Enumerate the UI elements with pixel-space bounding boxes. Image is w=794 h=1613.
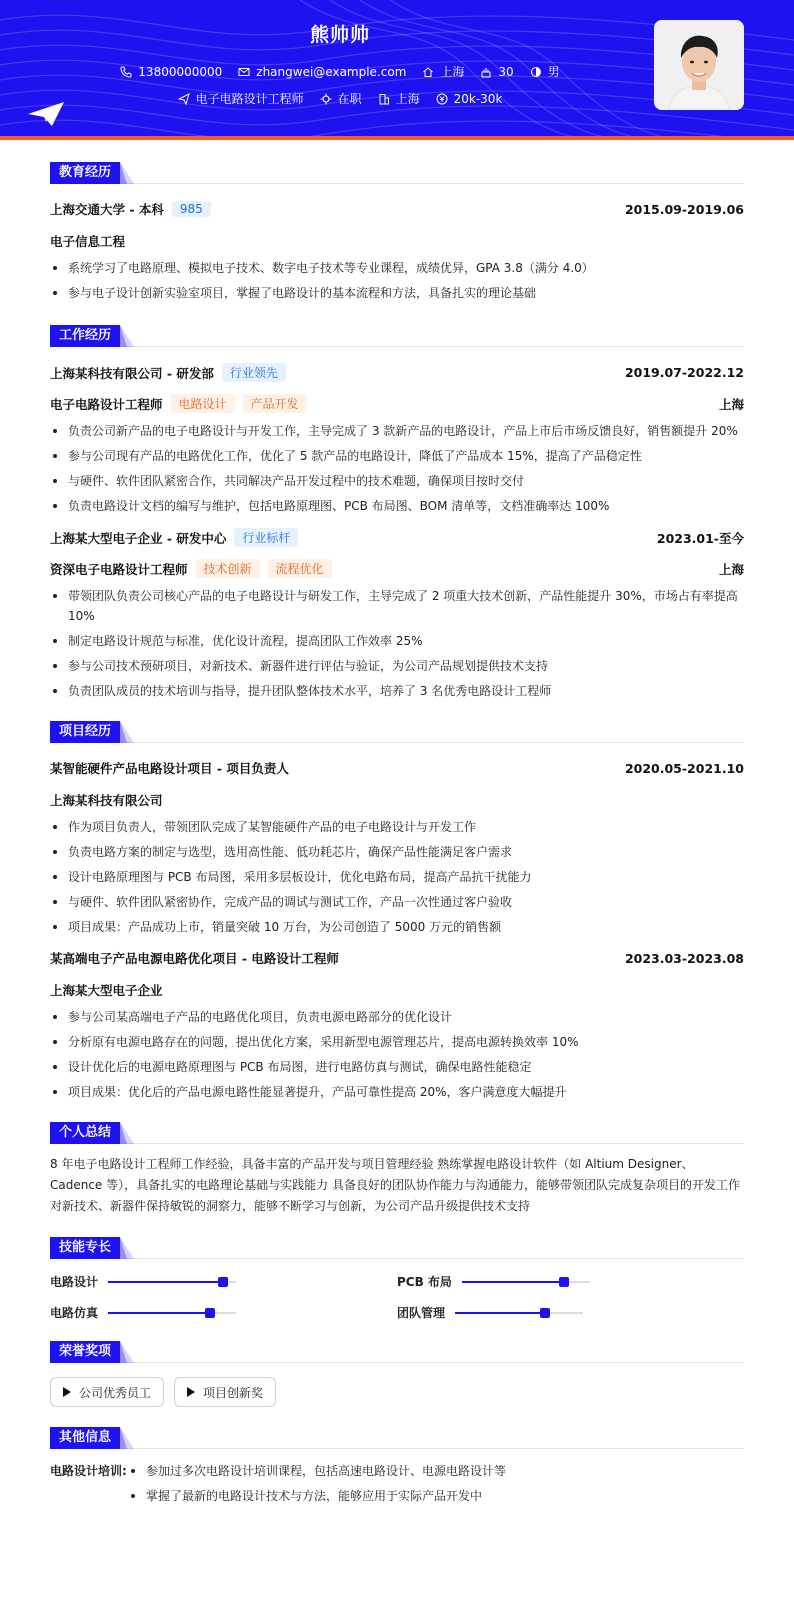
job-title-text: 电子电路设计工程师 bbox=[195, 92, 304, 106]
skills-grid bbox=[50, 1273, 744, 1321]
work-city-info bbox=[378, 90, 420, 107]
position-tag: 技术创新 bbox=[196, 559, 260, 578]
award-label: 公司优秀员工 bbox=[79, 1385, 152, 1400]
school-name: 上海交通大学 - 本科 bbox=[50, 202, 164, 217]
position-tag: 流程优化 bbox=[268, 559, 332, 578]
list-item: 掌握了最新的电路设计技术与方法，能够应用于实际产品开发中 bbox=[128, 1486, 506, 1506]
list-item: 负责团队成员的技术培训与指导，提升团队整体技术水平，培养了 3 名优秀电路设计工程师 bbox=[50, 681, 744, 701]
phone-text: 13800000000 bbox=[138, 64, 223, 79]
mail-icon bbox=[238, 66, 250, 78]
list-item: 与硬件、软件团队紧密合作，共同解决产品开发过程中的技术难题，确保项目按时交付 bbox=[50, 471, 744, 491]
avatar bbox=[654, 20, 744, 110]
phone-icon bbox=[120, 66, 132, 78]
list-item: 参与公司技术预研项目，对新技术、新器件进行评估与验证，为公司产品规划提供技术支持 bbox=[50, 656, 744, 676]
section-title-skills: 技能专长 bbox=[50, 1237, 120, 1259]
skill-item bbox=[397, 1304, 744, 1321]
other-info bbox=[50, 1461, 744, 1511]
skill-name: 团队管理 bbox=[397, 1306, 446, 1320]
list-item: 参加过多次电路设计培训课程，包括高速电路设计、电源电路设计等 bbox=[128, 1461, 506, 1481]
cake-icon bbox=[480, 66, 492, 78]
candidate-name: 熊帅帅 bbox=[309, 24, 370, 46]
project-period: 2023.03-2023.08 bbox=[624, 950, 744, 966]
skill-level-bar bbox=[108, 1312, 236, 1314]
position-name: 资深电子电路设计工程师 bbox=[50, 561, 188, 577]
location-text: 上海 bbox=[440, 65, 465, 79]
list-item: 负责电路方案的制定与选型，选用高性能、低功耗芯片，确保产品性能满足客户需求 bbox=[50, 842, 744, 862]
skill-level-fill bbox=[455, 1312, 545, 1314]
project-bullets bbox=[50, 817, 744, 937]
school-badge: 985 bbox=[172, 201, 211, 217]
skill-item bbox=[397, 1273, 744, 1290]
project-org: 上海某科技有限公司 bbox=[50, 793, 163, 808]
email-text: zhangwei@example.com bbox=[256, 64, 407, 79]
skill-name: 电路仿真 bbox=[50, 1306, 99, 1320]
skill-level-knob bbox=[559, 1277, 569, 1287]
award-item bbox=[174, 1377, 276, 1407]
project-name: 某高端电子产品电源电路优化项目 - 电路设计工程师 bbox=[50, 951, 339, 966]
work-city: 上海 bbox=[718, 396, 744, 412]
section-education bbox=[50, 162, 744, 184]
skill-name: PCB 布局 bbox=[397, 1275, 452, 1289]
position-tag: 产品开发 bbox=[243, 394, 307, 413]
company-badge: 行业标杆 bbox=[234, 528, 298, 547]
education-period: 2015.09-2019.06 bbox=[624, 201, 744, 217]
company-name: 上海某科技有限公司 - 研发部 bbox=[50, 365, 214, 381]
skill-level-knob bbox=[540, 1308, 550, 1318]
status-text: 在职 bbox=[337, 92, 362, 106]
section-title-education: 教育经历 bbox=[50, 162, 120, 184]
avatar-portrait-icon bbox=[654, 20, 744, 110]
list-item: 设计优化后的电源电路原理图与 PCB 布局图，进行电路仿真与测试，确保电路性能稳定 bbox=[50, 1057, 744, 1077]
section-honors bbox=[50, 1341, 744, 1363]
resume-body bbox=[0, 162, 794, 1511]
section-summary bbox=[50, 1122, 744, 1144]
gender-icon bbox=[530, 66, 542, 78]
job-intent-row bbox=[0, 90, 680, 107]
list-item: 负责电路设计文档的编写与维护，包括电路原理图、PCB 布局图、BOM 清单等，文档准确率达 100% bbox=[50, 496, 744, 516]
project-period: 2020.05-2021.10 bbox=[624, 760, 744, 776]
gender-info bbox=[530, 63, 560, 80]
contact-row bbox=[0, 63, 680, 80]
work-period: 2019.07-2022.12 bbox=[624, 365, 744, 380]
awards-list bbox=[50, 1377, 744, 1407]
age-info bbox=[480, 63, 513, 80]
project-item-1 bbox=[50, 759, 744, 777]
list-item: 参与公司某高端电子产品的电路优化项目，负责电源电路部分的优化设计 bbox=[50, 1007, 744, 1027]
salary-text: 20k-30k bbox=[453, 91, 503, 106]
award-item bbox=[50, 1377, 164, 1407]
list-item: 设计电路原理图与 PCB 布局图，采用多层板设计，优化电路布局，提高产品抗干扰能力 bbox=[50, 867, 744, 887]
work-item-1 bbox=[50, 363, 744, 382]
award-label: 项目创新奖 bbox=[203, 1385, 264, 1400]
education-bullets bbox=[50, 258, 744, 303]
list-item: 参与公司现有产品的电路优化工作，优化了 5 款产品的电路设计，降低了产品成本 15%，提高了产品稳定性 bbox=[50, 446, 744, 466]
status-icon bbox=[320, 93, 332, 105]
summary-text: 8 年电子电路设计工程师工作经验，具备丰富的产品开发与项目管理经验 熟练掌握电路设计软件（如 Altium Designer、Cadence 等），具备扎实的电路理论基础与实践能力 具备良好的团队协作能力与沟通能力，能够带领团队完成复杂项目的开发工作 对新技术、新器件保持敏锐的洞察力，能够不断学习与创新，为公司产品升级提供技术支持 bbox=[50, 1157, 740, 1213]
section-work bbox=[50, 325, 744, 347]
project-item-2 bbox=[50, 949, 744, 967]
section-title-work: 工作经历 bbox=[50, 325, 120, 347]
section-skills bbox=[50, 1237, 744, 1259]
skill-level-fill bbox=[108, 1312, 210, 1314]
section-other bbox=[50, 1427, 744, 1449]
gender-text: 男 bbox=[547, 65, 560, 79]
section-title-honors: 荣誉奖项 bbox=[50, 1341, 120, 1363]
home-icon bbox=[422, 66, 434, 78]
work-city: 上海 bbox=[718, 561, 744, 577]
list-item: 项目成果：优化后的产品电源电路性能显著提升，产品可靠性提高 20%，客户满意度大幅提升 bbox=[50, 1082, 744, 1102]
building-icon bbox=[378, 93, 390, 105]
position-name: 电子电路设计工程师 bbox=[50, 396, 163, 412]
work-bullets bbox=[50, 586, 744, 701]
salary-icon bbox=[436, 93, 448, 105]
section-title-summary: 个人总结 bbox=[50, 1122, 120, 1144]
section-title-projects: 项目经历 bbox=[50, 721, 120, 743]
skill-level-fill bbox=[108, 1281, 223, 1283]
work-city-text: 上海 bbox=[395, 92, 420, 106]
list-item: 制定电路设计规范与标准，优化设计流程，提高团队工作效率 25% bbox=[50, 631, 744, 651]
phone-info bbox=[120, 63, 222, 80]
age-text: 30 bbox=[498, 64, 514, 79]
list-item: 作为项目负责人，带领团队完成了某智能硬件产品的电子电路设计与开发工作 bbox=[50, 817, 744, 837]
skill-level-bar bbox=[108, 1281, 236, 1283]
list-item: 负责公司新产品的电子电路设计与开发工作，主导完成了 3 款新产品的电路设计，产品上市后市场反馈良好，销售额提升 20% bbox=[50, 421, 744, 441]
salary-info bbox=[436, 90, 503, 107]
work-bullets bbox=[50, 421, 744, 516]
job-title-info bbox=[178, 90, 304, 107]
status-info bbox=[320, 90, 362, 107]
skill-level-bar bbox=[462, 1281, 590, 1283]
skill-item bbox=[50, 1304, 397, 1321]
education-item bbox=[50, 200, 744, 218]
position-tag: 电路设计 bbox=[171, 394, 235, 413]
company-name: 上海某大型电子企业 - 研发中心 bbox=[50, 530, 227, 546]
list-item: 与硬件、软件团队紧密协作，完成产品的调试与测试工作，产品一次性通过客户验收 bbox=[50, 892, 744, 912]
skill-level-knob bbox=[218, 1277, 228, 1287]
company-badge: 行业领先 bbox=[222, 363, 286, 382]
work-position-row bbox=[50, 559, 744, 578]
section-projects bbox=[50, 721, 744, 743]
resume-header bbox=[0, 0, 794, 140]
work-position-row bbox=[50, 394, 744, 413]
location-info bbox=[422, 63, 464, 80]
section-title-other: 其他信息 bbox=[50, 1427, 120, 1449]
work-period: 2023.01-至今 bbox=[656, 530, 744, 546]
email-info bbox=[238, 63, 406, 80]
list-item: 分析原有电源电路存在的问题，提出优化方案，采用新型电源管理芯片，提高电源转换效率 10% bbox=[50, 1032, 744, 1052]
skill-level-knob bbox=[205, 1308, 215, 1318]
other-label: 电路设计培训: bbox=[50, 1464, 127, 1478]
list-item: 参与电子设计创新实验室项目，掌握了电路设计的基本流程和方法，具备扎实的理论基础 bbox=[50, 283, 744, 303]
skill-level-bar bbox=[455, 1312, 583, 1314]
list-item: 项目成果：产品成功上市，销量突破 10 万台，为公司创造了 5000 万元的销售额 bbox=[50, 917, 744, 937]
triangle-icon bbox=[63, 1387, 71, 1397]
work-item-2 bbox=[50, 528, 744, 547]
other-bullets bbox=[128, 1461, 506, 1511]
skill-name: 电路设计 bbox=[50, 1275, 99, 1289]
triangle-icon bbox=[187, 1387, 195, 1397]
send-icon bbox=[178, 93, 190, 105]
list-item: 系统学习了电路原理、模拟电子技术、数字电子技术等专业课程，成绩优异，GPA 3.8（满分 4.0） bbox=[50, 258, 744, 278]
project-name: 某智能硬件产品电路设计项目 - 项目负责人 bbox=[50, 761, 289, 776]
project-org: 上海某大型电子企业 bbox=[50, 983, 163, 998]
project-bullets bbox=[50, 1007, 744, 1102]
major: 电子信息工程 bbox=[50, 234, 126, 249]
skill-item bbox=[50, 1273, 397, 1290]
skill-level-fill bbox=[462, 1281, 564, 1283]
list-item: 带领团队负责公司核心产品的电子电路设计与研发工作，主导完成了 2 项重大技术创新，产品性能提升 30%，市场占有率提高 10% bbox=[50, 586, 744, 626]
